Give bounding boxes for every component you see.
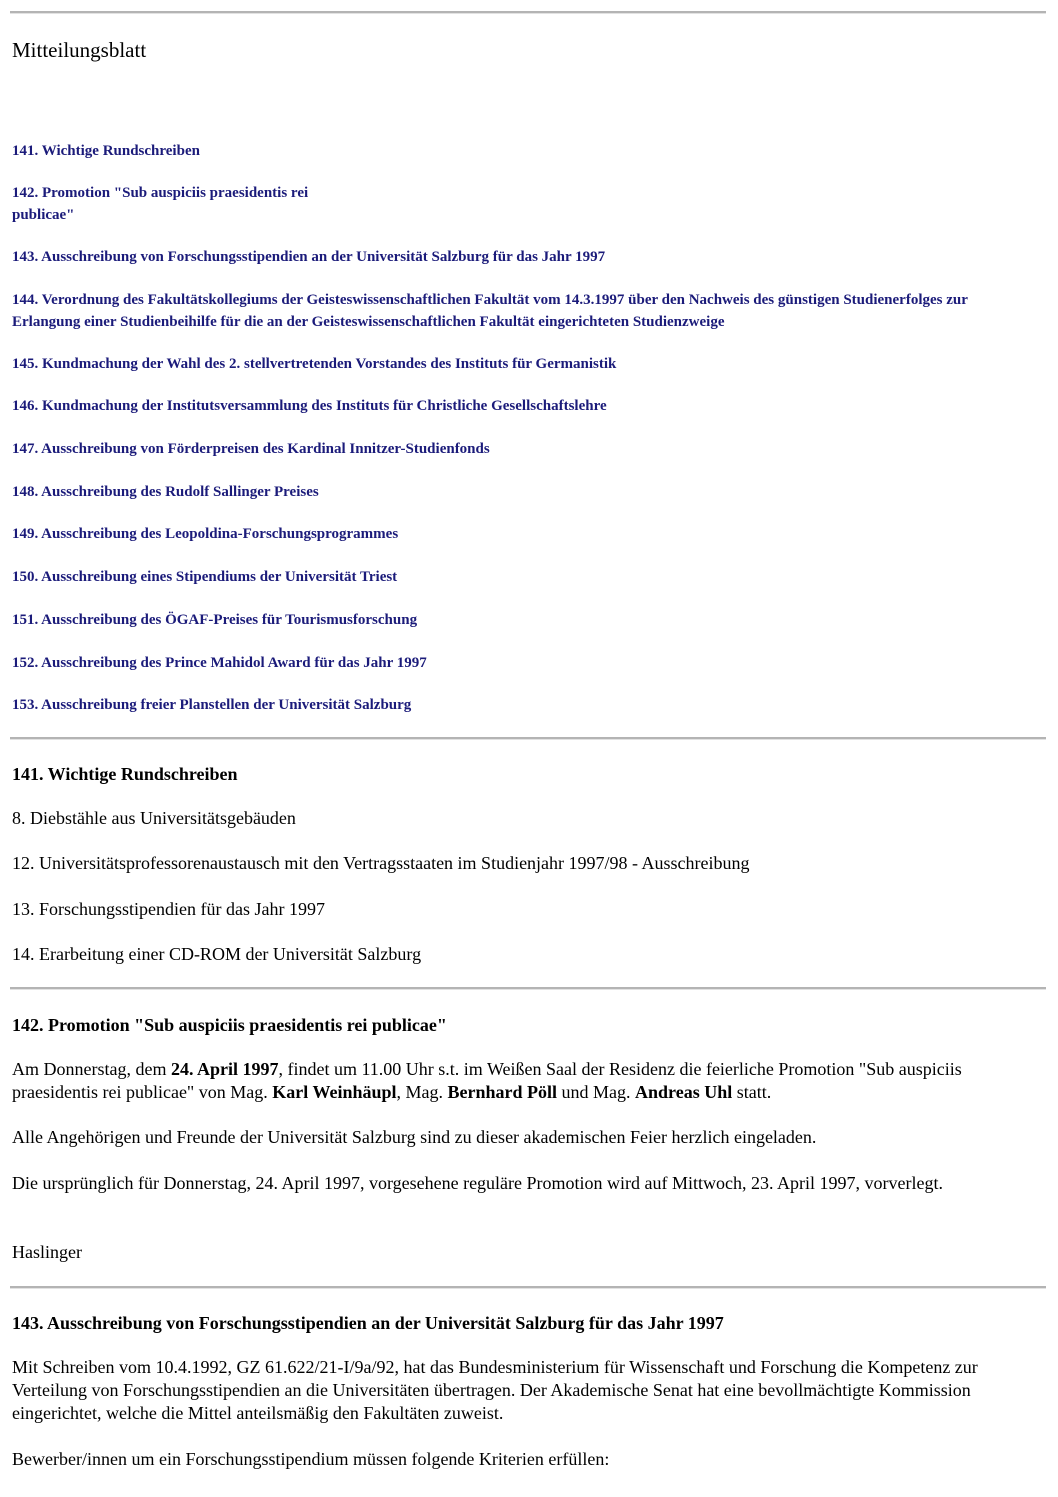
toc-link-146[interactable]: 146. Kundmachung der Institutsversammlung des Instituts für Christliche Gesellschaftslehre [12,398,607,414]
toc-link-153[interactable]: 153. Ausschreibung freier Planstellen der Universität Salzburg [12,697,412,713]
toc-link-142[interactable]: 142. Promotion "Sub auspiciis praesidentis rei publicae" [12,185,309,223]
section-142-paragraph-3: Die ursprünglich für Donnerstag, 24. April 1997, vorgesehene reguläre Promotion wird auf Mittwoch, 23. April 1997, vorverlegt. [12,1173,943,1193]
divider-before-142 [10,987,1046,989]
event-date: 24. April 1997 [170,1059,279,1079]
section-142-signature: Haslinger [12,1242,82,1262]
section-143-paragraph-1: Mit Schreiben vom 10.4.1992, GZ 61.622/21-I/9a/92, hat das Bundesministerium für Wissenschaft und Forschung die Kompetenz zur Verteilung von Forschungsstipendien an die Universitäten übertragen. Der Akademische Senat hat eine bevollmächtigte Kommission eingerichtet, welche die Mittel anteilsmäßig den Fakultäten zuweist. [12,1357,978,1423]
section-143-paragraph-2: Bewerber/innen um ein Forschungsstipendium müssen folgende Kriterien erfüllen: [12,1449,610,1469]
divider-before-141 [10,737,1046,739]
text-run: und Mag. [557,1082,636,1102]
section-142-paragraph-1 [12,1058,1046,1104]
toc-link-145[interactable]: 145. Kundmachung der Wahl des 2. stellvertretenden Vorstandes des Instituts für Germanistik [12,356,617,372]
section-141-item: 12. Universitätsprofessorenaustausch mit den Vertragsstaaten im Studienjahr 1997/98 - Ausschreibung [12,853,750,873]
toc-link-152[interactable]: 152. Ausschreibung des Prince Mahidol Award für das Jahr 1997 [12,655,427,671]
text-run: , Mag. [396,1082,448,1102]
section-141-heading: 141. Wichtige Rundschreiben [12,764,238,784]
toc-link-150[interactable]: 150. Ausschreibung eines Stipendiums der Universität Triest [12,569,398,585]
section-142-heading: 142. Promotion "Sub auspiciis praesidentis rei publicae" [12,1015,447,1035]
top-divider [10,11,1046,13]
toc-link-151[interactable]: 151. Ausschreibung des ÖGAF-Preises für Tourismusforschung [12,612,418,628]
graduate-name: Karl Weinhäupl [272,1082,397,1102]
toc-link-149[interactable]: 149. Ausschreibung des Leopoldina-Forschungsprogrammes [12,526,399,542]
section-142-paragraph-2: Alle Angehörigen und Freunde der Universität Salzburg sind zu dieser akademischen Feier herzlich eingeladen. [12,1127,817,1147]
section-141-item: 14. Erarbeitung einer CD-ROM der Universität Salzburg [12,944,422,964]
section-141-item: 13. Forschungsstipendien für das Jahr 1997 [12,899,325,919]
toc-link-143[interactable]: 143. Ausschreibung von Forschungsstipendien an der Universität Salzburg für das Jahr 1997 [12,249,606,265]
toc-link-147[interactable]: 147. Ausschreibung von Förderpreisen des Kardinal Innitzer-Studienfonds [12,441,490,457]
masthead-title: Mitteilungsblatt [12,38,147,62]
graduate-name: Bernhard Pöll [447,1082,558,1102]
divider-before-143 [10,1286,1046,1288]
toc-link-144[interactable]: 144. Verordnung des Fakultätskollegiums der Geisteswissenschaftlichen Fakultät vom 14.3.1997 über den Nachweis des günstigen Studienerfolges zur Erlangung einer Studienbeihilfe für die an der Geisteswissenschaftlichen Fakultät eingerichteten Studienzweige [12,292,968,330]
text-run: , findet um 11.00 Uhr s.t. im Weißen Saal der Residenz die feierliche Promotion "Sub auspiciis praesidentis rei publicae" von Mag. [12,1059,962,1102]
toc-link-141[interactable]: 141. Wichtige Rundschreiben [12,143,200,159]
text-run: Am Donnerstag, dem [12,1059,171,1079]
section-143-heading: 143. Ausschreibung von Forschungsstipendien an der Universität Salzburg für das Jahr 1997 [12,1313,724,1333]
section-141-item: 8. Diebstähle aus Universitätsgebäuden [12,808,296,828]
text-run: statt. [732,1082,772,1102]
graduate-name: Andreas Uhl [635,1082,733,1102]
toc-link-148[interactable]: 148. Ausschreibung des Rudolf Sallinger Preises [12,484,319,500]
